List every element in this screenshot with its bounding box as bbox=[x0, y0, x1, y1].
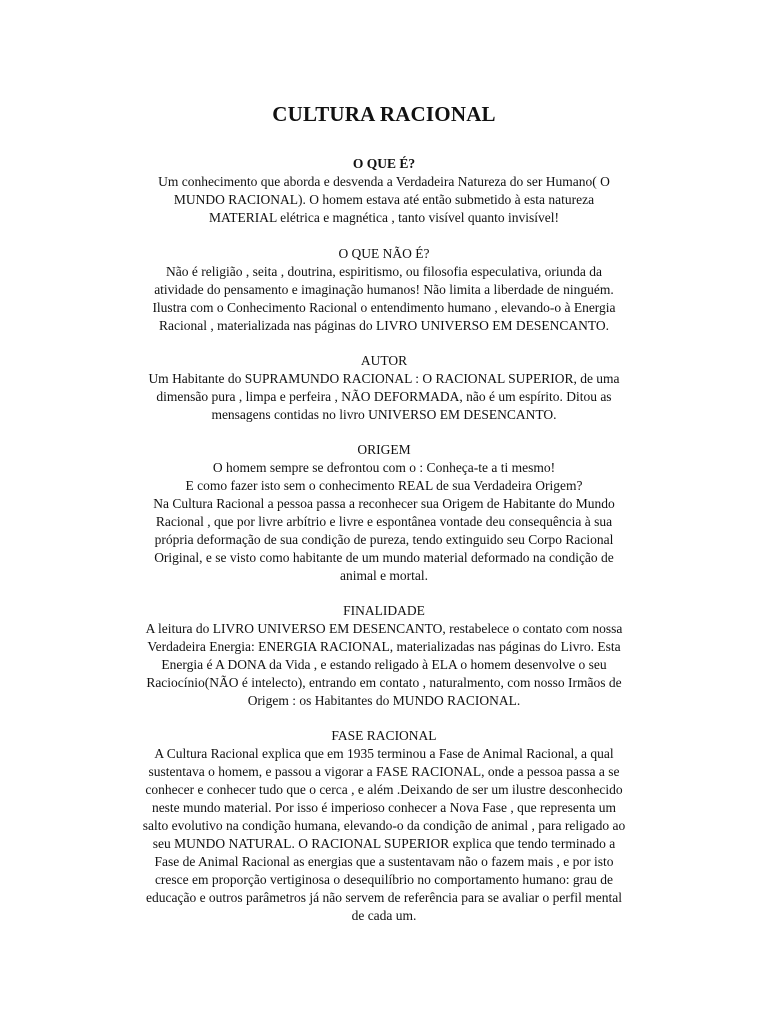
text-line: atividade do pensamento e imaginação humanos! Não limita a liberdade de ninguém. bbox=[154, 282, 614, 297]
text-line: seu MUNDO NATURAL. O RACIONAL SUPERIOR explica que tendo terminado a bbox=[152, 836, 616, 851]
section-body bbox=[110, 173, 658, 227]
text-line: Fase de Animal Racional as energias que a sustentavam não o fazem mais , e por isto bbox=[154, 854, 614, 869]
text-line: própria deformação de sua condição de pureza, tendo extinguido seu Corpo Racional bbox=[154, 532, 614, 547]
document-title: CULTURA RACIONAL bbox=[272, 102, 496, 126]
text-line: Racional , materializada nas páginas do LIVRO UNIVERSO EM DESENCANTO. bbox=[158, 318, 610, 333]
section-body bbox=[110, 370, 658, 424]
section-heading: FINALIDADE bbox=[343, 603, 425, 618]
text-line: Ilustra com o Conhecimento Racional o entendimento humano , elevando-o à Energia bbox=[152, 300, 616, 315]
text-line: Racional , que por livre arbítrio e livre e espontânea vontade deu consequência à sua bbox=[155, 514, 613, 529]
section-what-is-not bbox=[110, 245, 658, 335]
text-line: Na Cultura Racional a pessoa passa a reconhecer sua Origem de Habitante do Mundo bbox=[153, 496, 615, 511]
section-rational-phase bbox=[110, 727, 658, 925]
section-heading: ORIGEM bbox=[357, 442, 411, 457]
text-line: cresce em proporção vertiginosa o desequilíbrio no comportamento humano: grau de bbox=[154, 872, 614, 887]
text-line: A Cultura Racional explica que em 1935 terminou a Fase de Animal Racional, a qual bbox=[154, 746, 614, 761]
section-author bbox=[110, 352, 658, 424]
section-body bbox=[110, 459, 658, 585]
text-line: educação e outros parâmetros já não servem de referência para se avaliar o perfil mental bbox=[145, 890, 622, 905]
text-line: de cada um. bbox=[351, 908, 417, 923]
section-body bbox=[110, 620, 658, 710]
text-line: E como fazer isto sem o conhecimento REAL de sua Verdadeira Origem? bbox=[185, 478, 583, 493]
text-line: salto evolutivo na condição humana, elevando-o da condição de animal , para religado ao bbox=[142, 818, 626, 833]
text-line: Não é religião , seita , doutrina, espiritismo, ou filosofia especulativa, oriunda da bbox=[165, 264, 602, 279]
section-origin bbox=[110, 441, 658, 585]
text-line: Raciocínio(NÃO é intelecto), entrando em contato , naturalmento, com nosso Irmãos de bbox=[146, 675, 622, 690]
document-page bbox=[110, 0, 658, 925]
text-line: MATERIAL elétrica e magnética , tanto visível quanto invisível! bbox=[208, 210, 560, 225]
text-line: Um conhecimento que aborda e desvenda a Verdadeira Natureza do ser Humano( O bbox=[158, 174, 610, 189]
text-line: A leitura do LIVRO UNIVERSO EM DESENCANTO, restabelece o contato com nossa bbox=[145, 621, 623, 636]
section-body bbox=[110, 263, 658, 335]
section-body bbox=[110, 745, 658, 925]
text-line: O homem sempre se defrontou com o : Conheça-te a ti mesmo! bbox=[212, 460, 556, 475]
text-line: MUNDO RACIONAL). O homem estava até então submetido à esta natureza bbox=[173, 192, 595, 207]
text-line: conhecer e conhecer tudo que o cerca , e além .Deixando de ser um ilustre desconhecido bbox=[145, 782, 623, 797]
text-line: neste mundo material. Por isso é imperioso conhecer a Nova Fase , que representa um bbox=[151, 800, 617, 815]
text-line: sustentava o homem, e passou a vigorar a FASE RACIONAL, onde a pessoa passa a se bbox=[148, 764, 620, 779]
text-line: dimensão pura , limpa e perfeira , NÃO DEFORMADA, não é um espírito. Ditou as bbox=[156, 389, 612, 404]
text-line: Original, e se visto como habitante de um mundo material deformado na condição de bbox=[154, 550, 614, 565]
section-purpose bbox=[110, 602, 658, 710]
section-what-is bbox=[110, 155, 658, 227]
text-line: animal e mortal. bbox=[339, 568, 429, 583]
section-heading: FASE RACIONAL bbox=[331, 728, 437, 743]
text-line: mensagens contidas no livro UNIVERSO EM DESENCANTO. bbox=[211, 407, 557, 422]
text-line: Verdadeira Energia: ENERGIA RACIONAL, materializadas nas páginas do Livro. Esta bbox=[147, 639, 621, 654]
text-line: Energia é A DONA da Vida , e estando religado à ELA o homem desenvolve o seu bbox=[161, 657, 607, 672]
section-heading: AUTOR bbox=[360, 353, 408, 368]
text-line: Um Habitante do SUPRAMUNDO RACIONAL : O RACIONAL SUPERIOR, de uma bbox=[148, 371, 620, 386]
section-heading: O QUE NÃO É? bbox=[338, 246, 430, 261]
section-heading: O QUE É? bbox=[352, 156, 416, 171]
text-line: Origem : os Habitantes do MUNDO RACIONAL. bbox=[247, 693, 521, 708]
